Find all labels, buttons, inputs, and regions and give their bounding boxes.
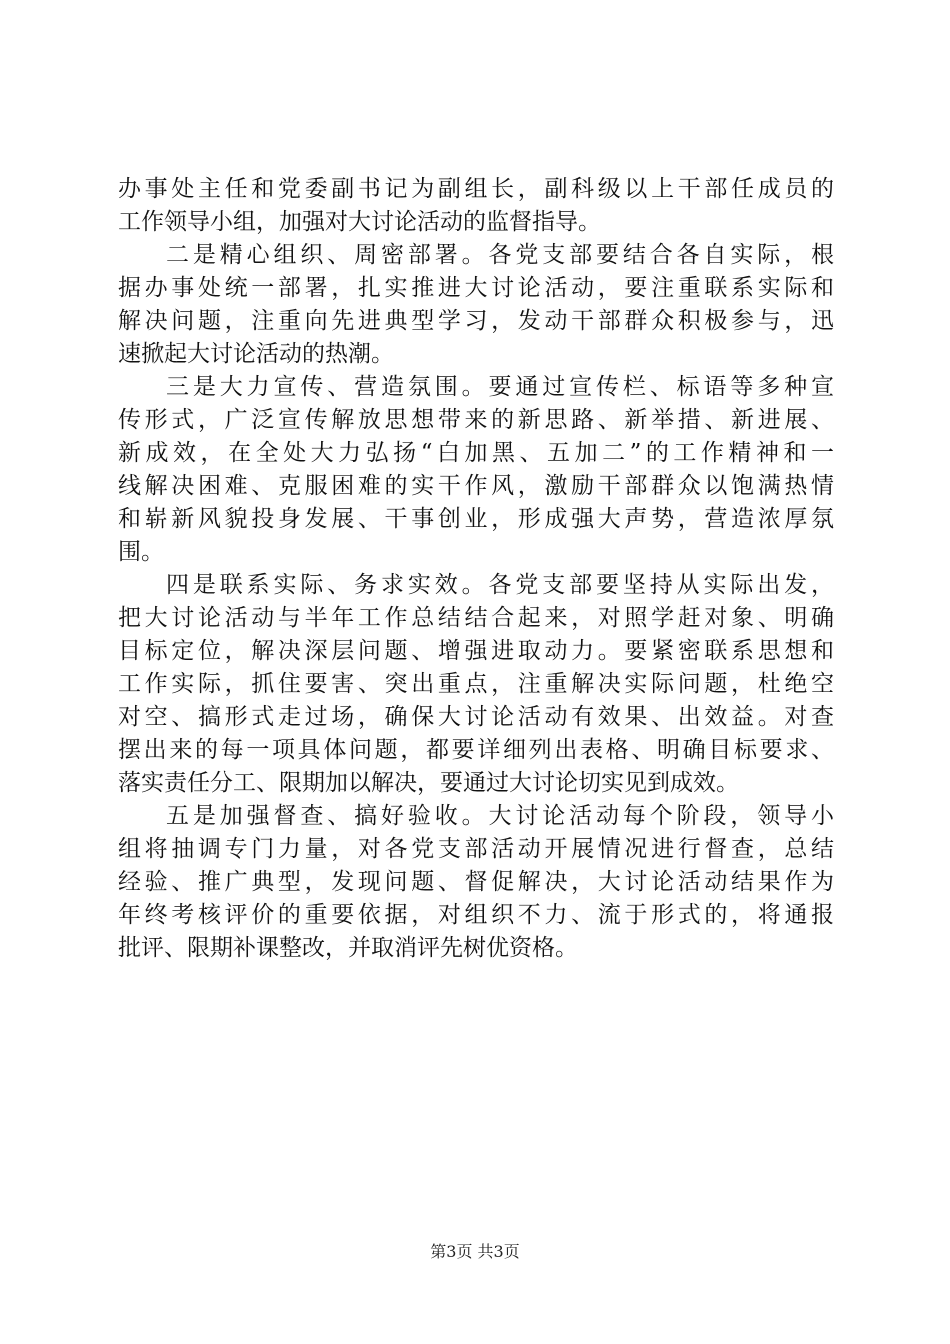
- document-body: [118, 173, 834, 965]
- text-line: 解决问题，注重向先进典型学习，发动干部群众积极参与，迅: [118, 308, 834, 334]
- text-line: 办事处主任和党委副书记为副组长，副科级以上干部任成员的: [118, 176, 834, 202]
- text-line: 目标定位，解决深层问题、增强进取动力。要紧密联系思想和: [118, 638, 834, 664]
- text-line: 线解决困难、克服困难的实干作风，激励干部群众以饱满热情: [118, 473, 834, 499]
- text-line: 和崭新风貌投身发展、干事创业，形成强大声势，营造浓厚氛: [118, 506, 834, 532]
- text-line: 组将抽调专门力量，对各党支部活动开展情况进行督查，总结: [118, 836, 834, 862]
- text-line: 工作实际，抓住要害、突出重点，注重解决实际问题，杜绝空: [118, 671, 834, 697]
- text-line: 围。: [118, 539, 164, 565]
- text-line: 年终考核评价的重要依据，对组织不力、流于形式的，将通报: [118, 902, 834, 928]
- text-line: 批评、限期补课整改，并取消评先树优资格。: [118, 935, 578, 961]
- text-line: 二是精心组织、周密部署。各党支部要结合各自实际，根: [166, 242, 834, 268]
- text-line: 四是联系实际、务求实效。各党支部要坚持从实际出发，: [166, 572, 834, 598]
- text-line: 新成效，在全处大力弘扬“白加黑、五加二”的工作精神和一: [118, 440, 834, 466]
- text-line: 落实责任分工、限期加以解决，要通过大讨论切实见到成效。: [118, 770, 739, 796]
- text-line: 五是加强督查、搞好验收。大讨论活动每个阶段，领导小: [166, 803, 834, 829]
- page-footer: 第3页 共3页: [430, 1242, 520, 1261]
- text-line: 把大讨论活动与半年工作总结结合起来，对照学赶对象、明确: [118, 605, 834, 631]
- text-line: 据办事处统一部署，扎实推进大讨论活动，要注重联系实际和: [118, 275, 834, 301]
- text-line: 经验、推广典型，发现问题、督促解决，大讨论活动结果作为: [118, 869, 834, 895]
- text-line: 传形式，广泛宣传解放思想带来的新思路、新举措、新进展、: [118, 407, 834, 433]
- text-line: 对空、搞形式走过场，确保大讨论活动有效果、出效益。对查: [118, 704, 834, 730]
- text-line: 工作领导小组，加强对大讨论活动的监督指导。: [118, 209, 601, 235]
- text-line: 速掀起大讨论活动的热潮。: [118, 341, 394, 367]
- text-line: 三是大力宣传、营造氛围。要通过宣传栏、标语等多种宣: [166, 374, 834, 400]
- text-line: 摆出来的每一项具体问题，都要详细列出表格、明确目标要求、: [118, 737, 834, 763]
